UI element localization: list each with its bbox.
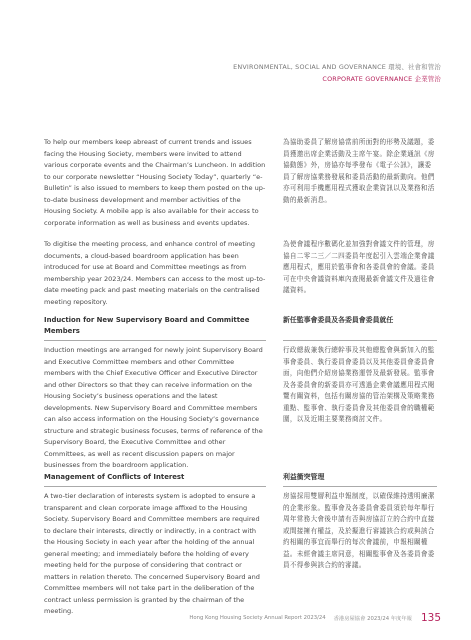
divider-conflicts-en <box>44 486 266 487</box>
page-number: 135 <box>420 612 441 624</box>
section-header: ENVIRONMENTAL, SOCIAL AND GOVERNANCE 環境、社會和管治 <box>233 63 441 71</box>
subsection-header: CORPORATE GOVERNANCE 企業管治 <box>322 75 441 83</box>
paragraph-digitise-meetings-en: To digitise the meeting process, and enhance control of meeting documents, a cloud-based boardroom application has been introduced for use at Board and Committee meetings as from membership year 2023/24. Members can access to the most up-to-date meeting pack and past meeting materials on the centralised meeting repository. <box>44 240 266 306</box>
heading-induction-en: Induction for New Supervisory Board and Committee Members <box>44 316 250 335</box>
heading-conflicts-zh: 利益衝突管理 <box>283 473 325 481</box>
heading-conflicts-en: Management of Conflicts of Interest <box>44 473 185 481</box>
divider-induction-zh <box>283 340 437 341</box>
page-footer <box>189 612 441 624</box>
divider-conflicts-zh <box>283 486 437 487</box>
paragraph-members-events-zh: 為協助委員了解房協當前所面對的形勢及議題，委員獲邀出席企業活動及主席午宴。除企業通訊《房協動態》外，房協亦每季發布《電子公訊》，讓委員了解房協業務發展和委員活動的最新動向。他們亦可利用手機應用程式獲取企業資訊以及業務和活動的最新消息。 <box>283 138 435 204</box>
paragraph-digitise-meetings-zh: 為使會議程序數碼化並加強對會議文件的管理，房協自二零二三／二四委員年度起引入雲端企業會議應用程式，應用於監事會和各委員會的會議。委員可在中央會議資料庫內查閱最新會議文件及過往會議資料。 <box>283 240 435 295</box>
paragraph-induction-zh: 行政總裁兼執行總幹事及其他總監會與新加入的監事會委員、執行委員會委員以及其他委員會委員會面，向他們介紹房協業務運營及最新發展。監事會及各委員會的新委員亦可透過企業會議應用程式閱覽有關資料，包括有關房協的管治架構及策略業務重點、監事會、執行委員會及其他委員會的職權範圍，以及近期主要業務商討文件。 <box>283 346 435 424</box>
heading-induction-zh: 新任監事會委員及各委員會委員就任 <box>283 316 394 324</box>
divider-induction-en <box>44 340 266 341</box>
footer-report-title-en: Hong Kong Housing Society Annual Report 2023/24 <box>189 615 326 621</box>
paragraph-members-events-en: To help our members keep abreast of current trends and issues facing the Housing Society, members were invited to attend various corporate events and the Chairman’s Luncheon. In addition to our corporate newsletter “Housing Society Today”, quarterly “e-Bulletin” is also issued to members to keep them posted on the up-to-date business development and member activities of the Housing Society. A mobile app is also available for their access to corporate information as well as business and events updates. <box>44 138 266 227</box>
paragraph-conflicts-zh: 房協採用雙層利益申報制度，以確保維持透明廉潔的企業形象。監事會及各委員會委員須於每年舉行周年常務大會後申請有否與房協訂立的合約中直接或間接擁有權益，及於擬進行審議該合約或與該合約相關的事宜而舉行的每次會議前，申報相關權益。未經會議主席同意，相關監事會及各委員會委員不得參與該合約的審議。 <box>283 492 435 570</box>
footer-report-title-zh: 香港房屋協會 2023/24 年度年報 <box>333 616 412 622</box>
paragraph-induction-en: Induction meetings are arranged for newly joint Supervisory Board and Executive Committee members and other Committee members with the Chief Executive Officer and Executive Director and other Directors so that they can receive information on the Housing Society’s business operations and the latest developments. New Supervisory Board and Committee members can also access information on the Housing Society’s governance structure and strategic business focuses, terms of reference of the Supervisory Board, the Executive Committee and other Committees, as well as recent discussion papers on major businesses from the boardroom application. <box>44 346 263 470</box>
paragraph-conflicts-en: A two-tier declaration of interests system is adopted to ensure a transparent and clean corporate image affixed to the Housing Society. Supervisory Board and Committee members are required to declare their interests, directly or indirectly, in a contract with the Housing Society in each year after the holding of the annual general meeting; and immediately before the holding of every meeting held for the purpose of considering that contract or matters in relation thereto. The concerned Supervisory Board and Committee members will not take part in the deliberation of the contract unless permission is granted by the chairman of the meeting. <box>44 492 260 616</box>
